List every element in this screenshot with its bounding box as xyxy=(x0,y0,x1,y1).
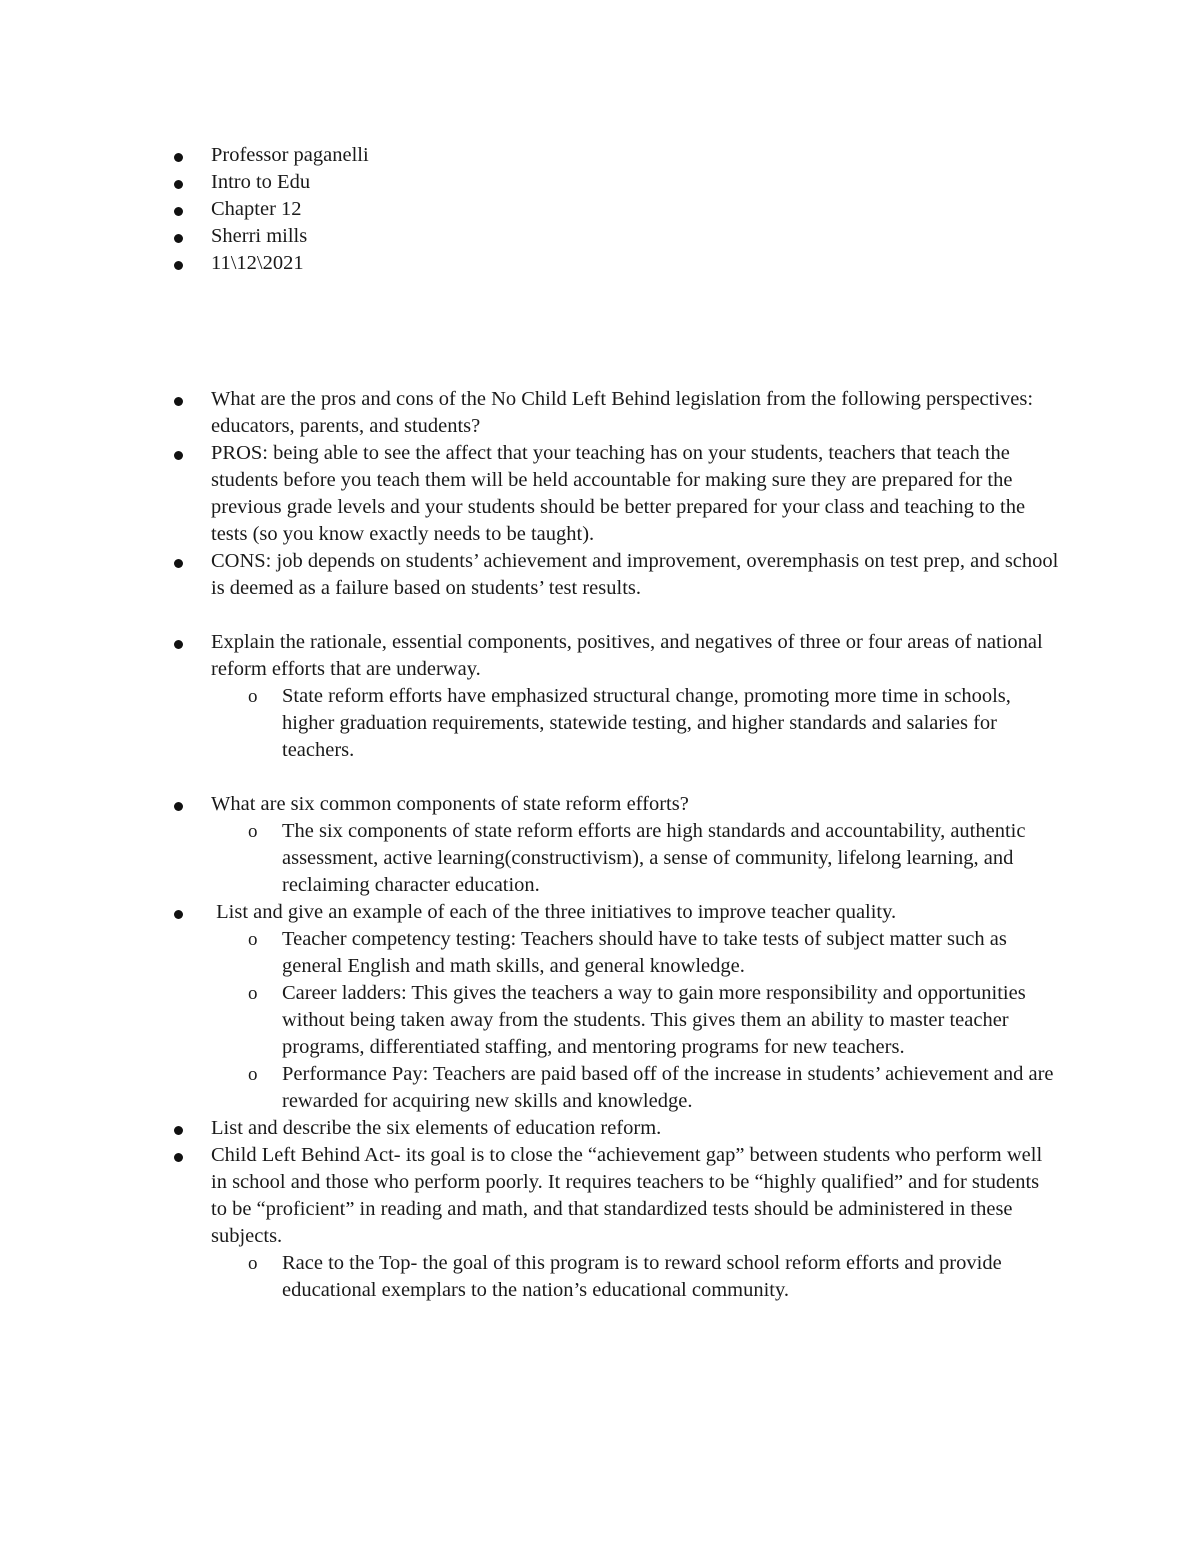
header-info-list xyxy=(0,142,1200,277)
sub-list-item xyxy=(248,980,1060,1061)
list-item xyxy=(0,196,1200,223)
question-text: What are six common components of state reform efforts? xyxy=(211,793,689,815)
circle-bullet-icon: o xyxy=(248,686,258,707)
pros-text: PROS: being able to see the affect that your teaching has on your students, teachers that teach the students before you teach them will be held accountable for making sure they are prepared for the previous grade levels and your students should be better prepared for your class and teaching to the tests (so you know exactly needs to be taught). xyxy=(211,442,1026,545)
bullet-icon xyxy=(174,910,183,919)
answer-item xyxy=(0,1142,1200,1304)
list-item xyxy=(0,250,1200,277)
sub-list xyxy=(211,926,1060,1115)
question-item xyxy=(0,386,1200,440)
sub-list-item xyxy=(248,1250,1060,1304)
question-item xyxy=(0,899,1200,1115)
spacer xyxy=(0,764,1200,791)
sub-list-item xyxy=(248,683,1060,764)
list-item xyxy=(0,223,1200,250)
nclb-text: Child Left Behind Act- its goal is to close the “achievement gap” between students who perform well in school and those who perform poorly. It requires teachers to be “highly qualified” and for students to be “proficient” in reading and math, and that standardized tests should be administered in these subjects. xyxy=(211,1144,1043,1247)
question-text: Explain the rationale, essential components, positives, and negatives of three or four areas of national reform efforts that are underway. xyxy=(211,631,1043,680)
answer-text: State reform efforts have emphasized structural change, promoting more time in schools, higher graduation requirements, statewide testing, and higher standards and salaries for teachers. xyxy=(282,685,1011,761)
circle-bullet-icon: o xyxy=(248,929,258,950)
answers-list xyxy=(0,386,1200,1304)
question-item xyxy=(0,629,1200,764)
sub-list xyxy=(211,1250,1060,1304)
answer-text: Race to the Top- the goal of this program is to reward school reform efforts and provide educational exemplars to the nation’s educational community. xyxy=(282,1252,1002,1301)
answer-text: Teacher competency testing: Teachers should have to take tests of subject matter such as general English and math skills, and general knowledge. xyxy=(282,928,1007,977)
circle-bullet-icon: o xyxy=(248,1253,258,1274)
professor-name: Professor paganelli xyxy=(211,144,369,166)
bullet-icon xyxy=(174,261,183,270)
list-item xyxy=(0,142,1200,169)
sub-list-item xyxy=(248,1061,1060,1115)
bullet-icon xyxy=(174,451,183,460)
sub-list-item xyxy=(248,926,1060,980)
circle-bullet-icon: o xyxy=(248,821,258,842)
answer-text: Performance Pay: Teachers are paid based off of the increase in students’ achievement and are rewarded for acquiring new skills and knowledge. xyxy=(282,1063,1054,1112)
circle-bullet-icon: o xyxy=(248,983,258,1004)
bullet-icon xyxy=(174,234,183,243)
student-name: Sherri mills xyxy=(211,225,308,247)
sub-list xyxy=(211,683,1060,764)
bullet-icon xyxy=(174,1126,183,1135)
answer-item xyxy=(0,548,1200,602)
spacer xyxy=(0,602,1200,629)
chapter-label: Chapter 12 xyxy=(211,198,302,220)
question-text: What are the pros and cons of the No Child Left Behind legislation from the following perspectives: educators, parents, and students? xyxy=(211,388,1034,437)
sub-list-item xyxy=(248,818,1060,899)
circle-bullet-icon: o xyxy=(248,1064,258,1085)
sub-list xyxy=(211,818,1060,899)
bullet-icon xyxy=(174,207,183,216)
answer-text: Career ladders: This gives the teachers a way to gain more responsibility and opportunities without being taken away from the students. This gives them an ability to master teacher programs, differentiated staffing, and mentoring programs for new teachers. xyxy=(282,982,1026,1058)
bullet-icon xyxy=(174,1153,183,1162)
list-item xyxy=(0,169,1200,196)
bullet-icon xyxy=(174,153,183,162)
question-text: List and give an example of each of the three initiatives to improve teacher quality. xyxy=(211,901,897,923)
question-item xyxy=(0,791,1200,899)
date-text: 11\12\2021 xyxy=(211,252,304,274)
question-item xyxy=(0,1115,1200,1142)
bullet-icon xyxy=(174,559,183,568)
bullet-icon xyxy=(174,180,183,189)
bullet-icon xyxy=(174,397,183,406)
cons-text: CONS: job depends on students’ achievement and improvement, overemphasis on test prep, and school is deemed as a failure based on students’ test results. xyxy=(211,550,1059,599)
course-name: Intro to Edu xyxy=(211,171,311,193)
answer-text: The six components of state reform efforts are high standards and accountability, authentic assessment, active learning(constructivism), a sense of community, lifelong learning, and reclaiming character education. xyxy=(282,820,1026,896)
answer-item xyxy=(0,440,1200,548)
bullet-icon xyxy=(174,802,183,811)
bullet-icon xyxy=(174,640,183,649)
question-text: List and describe the six elements of education reform. xyxy=(211,1117,662,1139)
